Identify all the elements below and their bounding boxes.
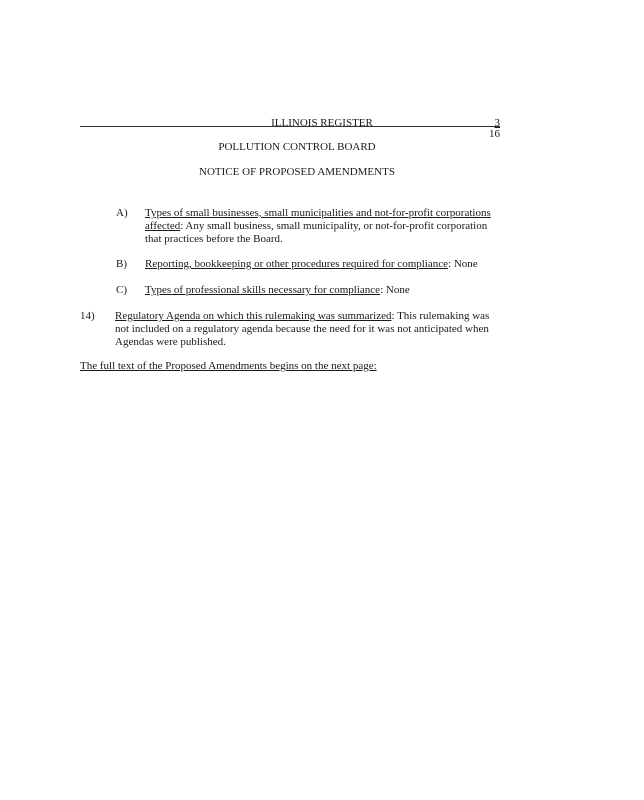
closing-statement: The full text of the Proposed Amendments begins on the next page: (80, 360, 377, 372)
header-rule (80, 126, 500, 127)
page-number-bottom: 16 (489, 128, 500, 140)
item-body: : Any small business, small municipality, or not-for-profit corporation that practices before the Board. (145, 220, 488, 245)
item-label: A) (116, 207, 128, 219)
notice-title: NOTICE OF PROPOSED AMENDMENTS (199, 166, 395, 178)
item-label: B) (116, 258, 127, 270)
item-label: C) (116, 284, 127, 296)
item-body: : None (448, 258, 478, 270)
item-title: Regulatory Agenda on which this rulemaking was summarized (115, 310, 392, 322)
item-title: Types of professional skills necessary for compliance (145, 284, 381, 296)
item-body: : This rulemaking was not included on a regulatory agenda because the need for it was not anticipated when Agendas were published. (115, 310, 490, 348)
item-label: 14) (80, 310, 95, 322)
item-body: : None (380, 284, 410, 296)
register-title: ILLINOIS REGISTER (271, 117, 373, 129)
board-title: POLLUTION CONTROL BOARD (218, 141, 376, 153)
item-title: Reporting, bookkeeping or other procedures required for compliance (145, 258, 449, 270)
item-title: Types of small businesses, small municipalities and not-for-profit corporations affected (145, 207, 491, 232)
page-number-top: 3 (494, 117, 500, 129)
